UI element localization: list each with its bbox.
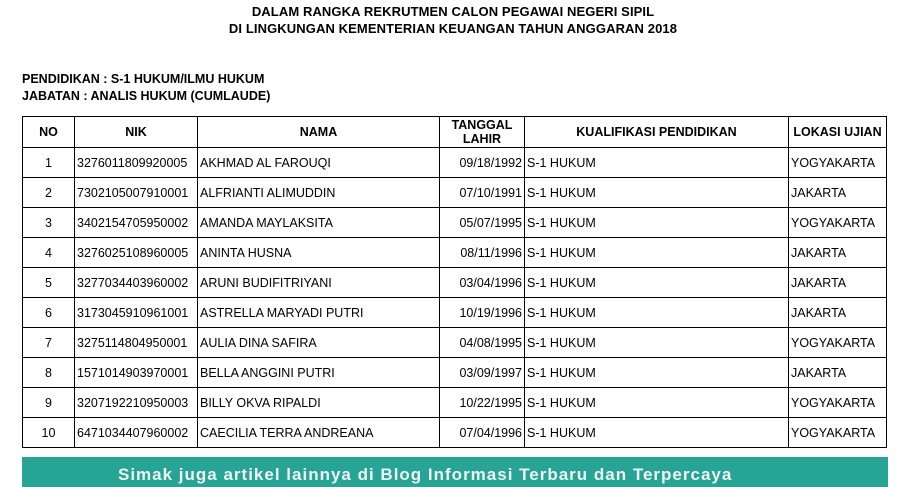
participants-table [22, 116, 887, 448]
cell-nama: AKHMAD AL FAROUQI [198, 148, 440, 178]
table-row [23, 148, 887, 178]
cell-kualifikasi: S-1 HUKUM [525, 268, 789, 298]
table-row [23, 358, 887, 388]
table-row [23, 178, 887, 208]
cell-nik: 3275114804950001 [75, 328, 198, 358]
cell-no: 2 [23, 178, 75, 208]
cell-tanggal-lahir: 07/04/1996 [440, 418, 525, 448]
cell-lokasi: JAKARTA [789, 268, 887, 298]
cell-no: 6 [23, 298, 75, 328]
cell-nama: AMANDA MAYLAKSITA [198, 208, 440, 238]
cell-lokasi: YOGYAKARTA [789, 148, 887, 178]
jabatan-label: JABATAN : ANALIS HUKUM (CUMLAUDE) [22, 89, 271, 103]
cell-no: 8 [23, 358, 75, 388]
document-title-line-1: DALAM RANGKA REKRUTMEN CALON PEGAWAI NEGERI SIPIL [251, 4, 655, 19]
cell-lokasi: YOGYAKARTA [789, 328, 887, 358]
cell-nik: 3277034403960002 [75, 268, 198, 298]
cell-no: 4 [23, 238, 75, 268]
cell-nik: 1571014903970001 [75, 358, 198, 388]
cell-tanggal-lahir: 07/10/1991 [440, 178, 525, 208]
cell-no: 7 [23, 328, 75, 358]
table-row [23, 298, 887, 328]
table-row [23, 268, 887, 298]
cell-nama: AULIA DINA SAFIRA [198, 328, 440, 358]
document-title-line-2: DI LINGKUNGAN KEMENTERIAN KEUANGAN TAHUN ANGGARAN 2018 [228, 21, 678, 36]
cell-lokasi: JAKARTA [789, 358, 887, 388]
table-row [23, 328, 887, 358]
cell-lokasi: JAKARTA [789, 178, 887, 208]
cell-tanggal-lahir: 03/04/1996 [440, 268, 525, 298]
cell-kualifikasi: S-1 HUKUM [525, 178, 789, 208]
cell-nama: ALFRIANTI ALIMUDDIN [198, 178, 440, 208]
cell-no: 1 [23, 148, 75, 178]
pendidikan-label: PENDIDIKAN : S-1 HUKUM/ILMU HUKUM [22, 72, 265, 86]
cell-kualifikasi: S-1 HUKUM [525, 208, 789, 238]
table-row [23, 418, 887, 448]
cell-tanggal-lahir: 05/07/1995 [440, 208, 525, 238]
table-header-row [23, 117, 887, 148]
banner-text: Simak juga artikel lainnya di Blog Informasi Terbaru dan Terpercaya [118, 465, 733, 484]
cell-tanggal-lahir: 10/22/1995 [440, 388, 525, 418]
table-row [23, 208, 887, 238]
table-row [23, 388, 887, 418]
cell-no: 5 [23, 268, 75, 298]
cell-lokasi: YOGYAKARTA [789, 418, 887, 448]
cell-nik: 3276025108960005 [75, 238, 198, 268]
cell-nik: 3173045910961001 [75, 298, 198, 328]
cell-nama: ARUNI BUDIFITRIYANI [198, 268, 440, 298]
cell-nama: ASTRELLA MARYADI PUTRI [198, 298, 440, 328]
cell-tanggal-lahir: 10/19/1996 [440, 298, 525, 328]
promo-banner[interactable] [22, 457, 888, 487]
column-header-nama: NAMA [198, 117, 440, 148]
column-header-nik: NIK [75, 117, 198, 148]
cell-tanggal-lahir: 03/09/1997 [440, 358, 525, 388]
cell-kualifikasi: S-1 HUKUM [525, 238, 789, 268]
cell-nama: BILLY OKVA RIPALDI [198, 388, 440, 418]
cell-kualifikasi: S-1 HUKUM [525, 418, 789, 448]
cell-nik: 3207192210950003 [75, 388, 198, 418]
column-header-no: NO [23, 117, 75, 148]
table-row [23, 238, 887, 268]
cell-kualifikasi: S-1 HUKUM [525, 328, 789, 358]
cell-tanggal-lahir: 04/08/1995 [440, 328, 525, 358]
cell-lokasi: YOGYAKARTA [789, 208, 887, 238]
cell-nik: 7302105007910001 [75, 178, 198, 208]
cell-lokasi: YOGYAKARTA [789, 388, 887, 418]
cell-no: 3 [23, 208, 75, 238]
cell-lokasi: JAKARTA [789, 298, 887, 328]
cell-nik: 3402154705950002 [75, 208, 198, 238]
cell-nama: ANINTA HUSNA [198, 238, 440, 268]
cell-kualifikasi: S-1 HUKUM [525, 358, 789, 388]
cell-nama: BELLA ANGGINI PUTRI [198, 358, 440, 388]
column-header-kualifikasi: KUALIFIKASI PENDIDIKAN [525, 117, 789, 148]
cell-tanggal-lahir: 08/11/1996 [440, 238, 525, 268]
cell-kualifikasi: S-1 HUKUM [525, 298, 789, 328]
cell-no: 9 [23, 388, 75, 418]
column-header-tanggal-lahir: TANGGAL LAHIR [440, 117, 525, 148]
cell-kualifikasi: S-1 HUKUM [525, 148, 789, 178]
cell-nik: 3276011809920005 [75, 148, 198, 178]
cell-lokasi: JAKARTA [789, 238, 887, 268]
cell-nama: CAECILIA TERRA ANDREANA [198, 418, 440, 448]
cell-kualifikasi: S-1 HUKUM [525, 388, 789, 418]
column-header-lokasi: LOKASI UJIAN [789, 117, 887, 148]
cell-no: 10 [23, 418, 75, 448]
cell-tanggal-lahir: 09/18/1992 [440, 148, 525, 178]
cell-nik: 6471034407960002 [75, 418, 198, 448]
